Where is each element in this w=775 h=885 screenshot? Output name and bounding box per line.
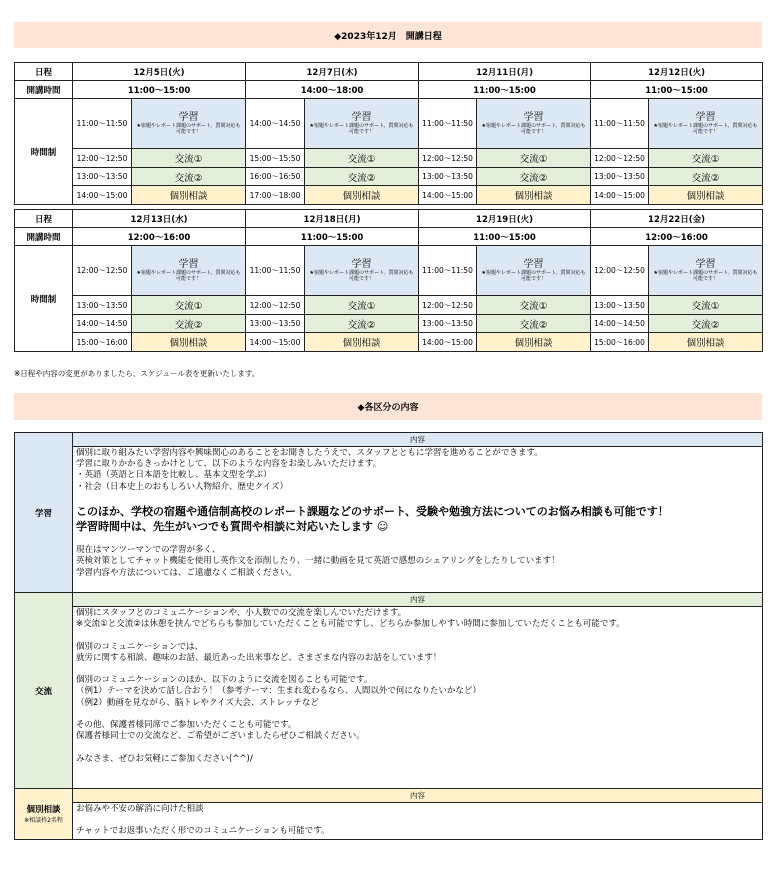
time-slot: 17:00〜18:00	[246, 186, 305, 205]
session-study: 学習 ★宿題やレポート課題のサポート、質問対応も可能です！	[477, 99, 591, 149]
time-slot: 14:00〜14:50	[591, 315, 649, 333]
time-slot: 14:00〜15:00	[246, 333, 305, 352]
session-exchange-2: 交流②	[649, 168, 763, 186]
section-label-exchange: 交流	[15, 593, 73, 789]
label-timetable: 時間制	[15, 246, 73, 352]
session-exchange-2: 交流②	[477, 168, 591, 186]
session-exchange-1: 交流①	[132, 296, 246, 315]
open-hours: 14:00〜18:00	[246, 81, 419, 99]
session-consult: 個別相談	[477, 186, 591, 205]
time-slot: 12:00〜12:50	[591, 246, 649, 296]
date-header: 12月19日(火)	[419, 210, 591, 228]
time-slot: 13:00〜13:50	[246, 315, 305, 333]
open-hours: 12:00〜16:00	[591, 228, 763, 246]
date-header: 12月12日(火)	[591, 63, 763, 81]
time-slot: 14:00〜14:50	[73, 315, 132, 333]
content-col-header: 内容	[73, 433, 763, 447]
time-slot: 12:00〜12:50	[419, 149, 477, 168]
label-date: 日程	[15, 210, 73, 228]
session-exchange-1: 交流①	[477, 296, 591, 315]
time-slot: 14:00〜15:00	[419, 333, 477, 352]
session-study: 学習 ★宿題やレポート課題のサポート、質問対応も可能です！	[132, 246, 246, 296]
session-consult: 個別相談	[305, 333, 419, 352]
time-slot: 11:00〜11:50	[591, 99, 649, 149]
session-consult: 個別相談	[132, 333, 246, 352]
section-label-consult	[15, 789, 73, 840]
session-exchange-2: 交流②	[132, 168, 246, 186]
time-slot: 11:00〜11:50	[73, 99, 132, 149]
label-timetable: 時間制	[15, 99, 73, 205]
open-hours: 11:00〜15:00	[591, 81, 763, 99]
session-study: 学習 ★宿題やレポート課題のサポート、質問対応も可能です！	[305, 99, 419, 149]
label-date: 日程	[15, 63, 73, 81]
session-exchange-2: 交流②	[305, 168, 419, 186]
content-header: ◆各区分の内容	[14, 393, 762, 420]
time-slot: 11:00〜11:50	[419, 246, 477, 296]
time-slot: 13:00〜13:50	[591, 296, 649, 315]
time-slot: 13:00〜13:50	[73, 296, 132, 315]
date-header: 12月18日(月)	[246, 210, 419, 228]
time-slot: 13:00〜13:50	[73, 168, 132, 186]
session-consult: 個別相談	[477, 333, 591, 352]
content-col-header: 内容	[73, 593, 763, 607]
date-header: 12月22日(金)	[591, 210, 763, 228]
session-exchange-1: 交流①	[305, 149, 419, 168]
session-exchange-1: 交流①	[649, 149, 763, 168]
schedule-note: ※日程や内容の変更がありましたら、スケジュール表を更新いたします。	[14, 369, 260, 378]
session-consult: 個別相談	[649, 186, 763, 205]
session-exchange-2: 交流②	[477, 315, 591, 333]
date-header: 12月5日(火)	[73, 63, 246, 81]
section-label-study: 学習	[15, 433, 73, 593]
session-exchange-1: 交流①	[132, 149, 246, 168]
schedule-table-week2	[14, 209, 763, 352]
time-slot: 11:00〜11:50	[419, 99, 477, 149]
content-col-header: 内容	[73, 789, 763, 803]
session-exchange-1: 交流①	[649, 296, 763, 315]
session-study: 学習 ★宿題やレポート課題のサポート、質問対応も可能です！	[649, 246, 763, 296]
section-body-study: 個別に取り組みたい学習内容や興味関心のあることをお聞きしたうえで、スタッフとともに学習を進めることができます。 学習に取りかかるきっかけとして、以下のような内容をお楽しみいただけます。 ・英語（英語と日本語を比較し、基本文型を学ぶ） ・社会（日本史上のおもしろい人物紹介、歴史クイズ） このほか、学校の宿題や通信制高校のレポート課題などのサポート、受験や勉強方法についてのお悩み相談も可能です！ 学習時間中は、先生がいつでも質問や相談に対応いたします ☺ 現在はマンツーマンでの学習が多く、 英検対策としてチャット機能を使用し英作文を添削したり、一緒に動画を見て英語で感想のシェアリングをしたりしています！ 学習内容や方法については、ご遠慮なくご相談ください。	[73, 447, 763, 593]
open-hours: 11:00〜15:00	[419, 81, 591, 99]
session-exchange-2: 交流②	[305, 315, 419, 333]
session-exchange-2: 交流②	[132, 315, 246, 333]
time-slot: 14:00〜14:50	[246, 99, 305, 149]
session-study: 学習 ★宿題やレポート課題のサポート、質問対応も可能です！	[477, 246, 591, 296]
time-slot: 15:00〜16:00	[591, 333, 649, 352]
label-open-hours: 開講時間	[15, 81, 73, 99]
session-exchange-1: 交流①	[477, 149, 591, 168]
open-hours: 11:00〜15:00	[73, 81, 246, 99]
session-consult: 個別相談	[649, 333, 763, 352]
session-consult: 個別相談	[305, 186, 419, 205]
content-table	[14, 432, 763, 840]
time-slot: 15:00〜16:00	[73, 333, 132, 352]
time-slot: 12:00〜12:50	[246, 296, 305, 315]
schedule-table-week1	[14, 62, 763, 205]
schedule-header: ◆2023年12月 開講日程	[14, 22, 762, 48]
session-study: 学習 ★宿題やレポート課題のサポート、質問対応も可能です！	[305, 246, 419, 296]
time-slot: 15:00〜15:50	[246, 149, 305, 168]
time-slot: 12:00〜12:50	[591, 149, 649, 168]
time-slot: 13:00〜13:50	[591, 168, 649, 186]
time-slot: 14:00〜15:00	[591, 186, 649, 205]
session-study: 学習 ★宿題やレポート課題のサポート、質問対応も可能です！	[132, 99, 246, 149]
time-slot: 14:00〜15:00	[73, 186, 132, 205]
session-study: 学習 ★宿題やレポート課題のサポート、質問対応も可能です！	[649, 99, 763, 149]
open-hours: 11:00〜15:00	[419, 228, 591, 246]
time-slot: 12:00〜12:50	[73, 246, 132, 296]
time-slot: 14:00〜15:00	[419, 186, 477, 205]
section-body-exchange: 個別にスタッフとのコミュニケーションや、小人数での交流を楽しんでいただけます。 ※交流①と交流②は休憩を挟んでどちらも参加していただくことも可能ですし、どちらか参加しやすい時間に参加していただくことも可能です。 個別のコミュニケーションでは、 就労に関する相談、趣味のお話、最近あった出来事など、さまざまな内容のお話をしています！ 個別のコミュニケーションのほか、以下のように交流を図ることも可能です。 （例1）テーマを決めて話し合おう！（参考テーマ：生まれ変わるなら、人間以外で何になりたいかなど） （例2）動画を見ながら、脳トレやクイズ大会、ストレッチなど その他、保護者様同席でご参加いただくことも可能です。 保護者様同士での交流など、ご希望がございましたらぜひご相談ください。 みなさま、ぜひお気軽にご参加ください(^^)/	[73, 607, 763, 789]
consult-sublabel: ※相談枠2名程	[24, 817, 63, 825]
label-open-hours: 開講時間	[15, 228, 73, 246]
consult-label: 個別相談	[26, 805, 61, 816]
time-slot: 13:00〜13:50	[419, 168, 477, 186]
session-exchange-2: 交流②	[649, 315, 763, 333]
time-slot: 11:00〜11:50	[246, 246, 305, 296]
session-consult: 個別相談	[132, 186, 246, 205]
time-slot: 12:00〜12:50	[419, 296, 477, 315]
time-slot: 16:00〜16:50	[246, 168, 305, 186]
section-body-consult: お悩みや不安の解消に向けた相談 チャットでお返事いただく形でのコミュニケーションも可能です。	[73, 803, 763, 840]
date-header: 12月11日(月)	[419, 63, 591, 81]
time-slot: 13:00〜13:50	[419, 315, 477, 333]
date-header: 12月7日(木)	[246, 63, 419, 81]
time-slot: 12:00〜12:50	[73, 149, 132, 168]
session-exchange-1: 交流①	[305, 296, 419, 315]
date-header: 12月13日(水)	[73, 210, 246, 228]
open-hours: 11:00〜15:00	[246, 228, 419, 246]
open-hours: 12:00〜16:00	[73, 228, 246, 246]
